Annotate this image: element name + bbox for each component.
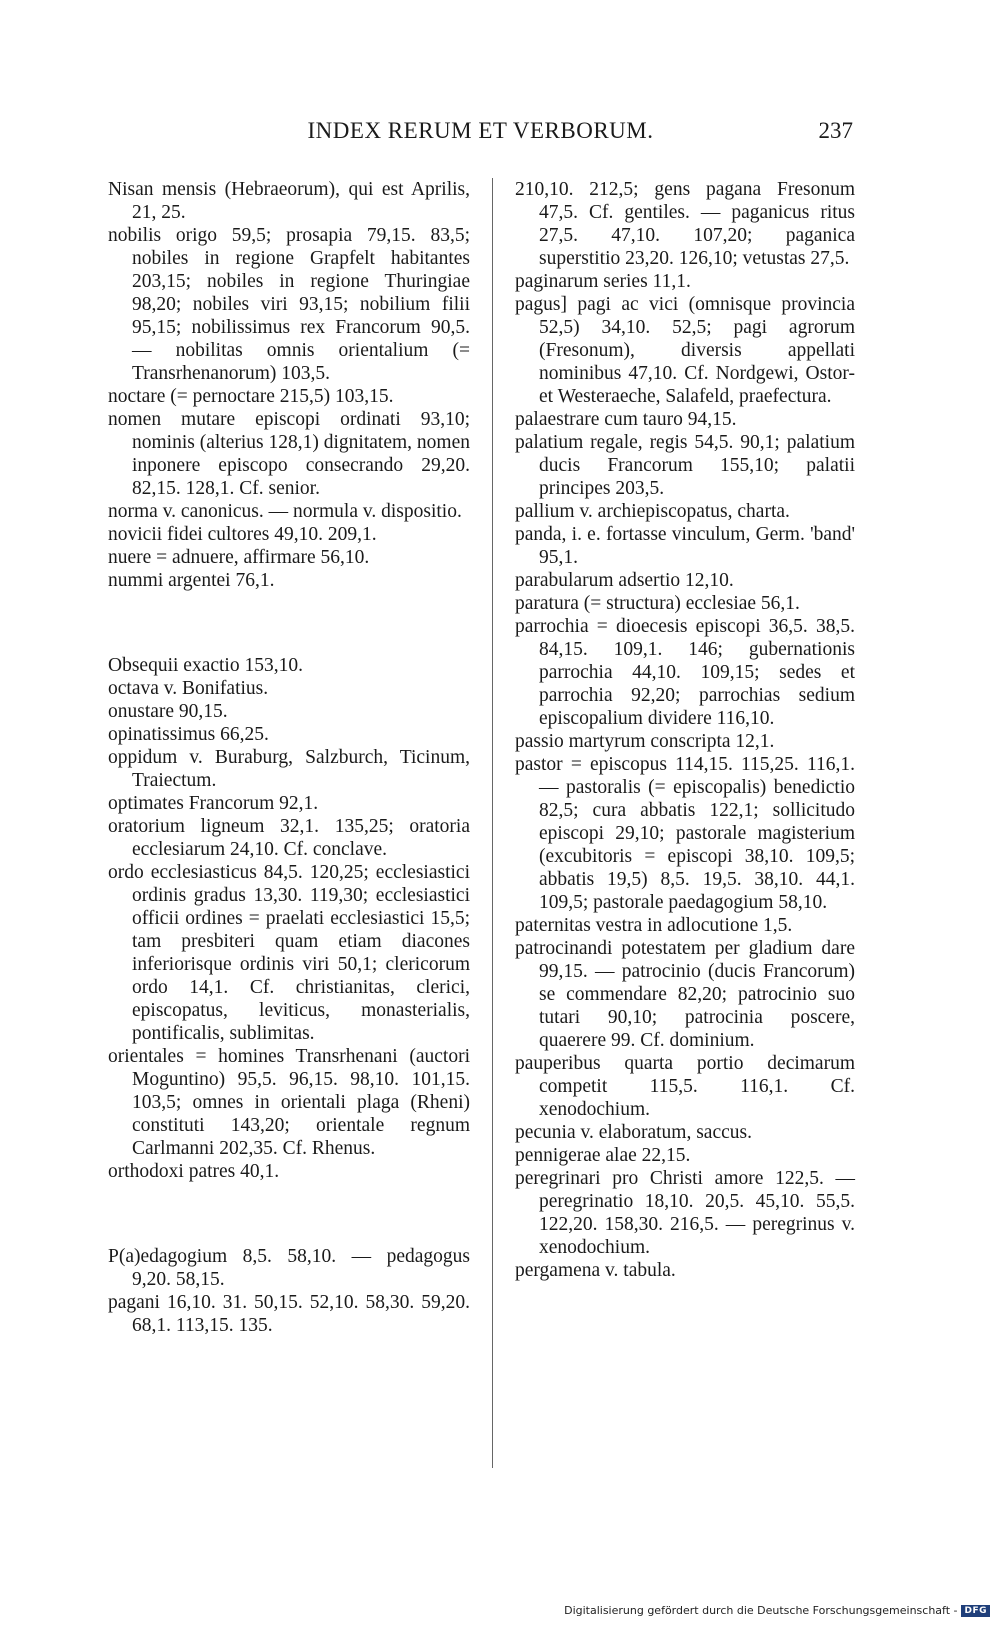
index-entry: norma v. canonicus. — normula v. dispositio. <box>108 501 462 522</box>
index-entry: passio martyrum conscripta 12,1. <box>515 731 775 752</box>
index-entry: oratorium ligneum 32,1. 135,25; oratoria ecclesiarum 24,10. Cf. conclave. <box>108 816 470 860</box>
index-entry: octava v. Bonifatius. <box>108 678 269 699</box>
index-entry: parrochia = dioecesis episcopi 36,5. 38,5. 84,15. 109,1. 146; gubernationis parrochia 44,10. 109,15; sedes et parrochia 92,20; parrochias sedium episcopalium dividere 116,10. <box>515 616 855 729</box>
index-entry: orthodoxi patres 40,1. <box>108 1161 280 1182</box>
index-entry: parabularum adsertio 12,10. <box>515 570 734 591</box>
index-entry: pecunia v. elaboratum, saccus. <box>515 1122 752 1143</box>
index-entry: nomen mutare episcopi ordinati 93,10; nominis (alterius 128,1) dignitatem, nomen inponere episcopo consecrando 29,20. 82,15. 128,1. Cf. senior. <box>108 409 470 499</box>
dfg-logo-icon: DFG <box>961 1605 990 1617</box>
index-entry: pastor = episcopus 114,15. 115,25. 116,1. — pastoralis (= episcopalis) benedictio 82,5; cura abbatis 122,1; sollicitudo episcopi 29,10; pastorale magisterium (excubitoris = episcopi 38,10. 109,5; abbatis 19,5) 8,5. 19,5. 38,10. 44,1. 109,5; pastorale paedagogium 58,10. <box>515 754 855 913</box>
index-entry: novicii fidei cultores 49,10. 209,1. <box>108 524 377 545</box>
index-entry: 210,10. 212,5; gens pagana Fresonum 47,5. Cf. gentiles. — paganicus ritus 27,5. 47,10. 107,20; paganica superstitio 23,20. 126,10; vetustas 27,5. <box>515 179 855 269</box>
index-entry: paternitas vestra in adlocutione 1,5. <box>515 915 793 936</box>
right-column <box>515 178 855 1282</box>
left-column <box>108 178 470 1337</box>
index-entry: pagus] pagi ac vici (omnisque provincia 52,5) 34,10. 52,5; pagi agrorum (Fresonum), diversis appellati nominibus 47,10. Cf. Nordgewi, Ostor- et Westeraeche, Salafeld, praefectura. <box>515 294 855 407</box>
index-entry: pennigerae alae 22,15. <box>515 1145 691 1166</box>
footer-credit <box>564 1604 990 1617</box>
index-entry: palaestrare cum tauro 94,15. <box>515 409 737 430</box>
index-entry: nuere = adnuere, affirmare 56,10. <box>108 547 370 568</box>
index-entry: nobilis origo 59,5; prosapia 79,15. 83,5; nobiles in regione Grapfelt habitantes 203,15; nobiles in regione Thuringiae 98,20; nobiles viri 93,15; nobilium filii 95,15; nobilissimus rex Francorum 90,5. — nobilitas omnis orientalium (= Transrhenanorum) 103,5. <box>108 225 470 384</box>
index-entry: patrocinandi potestatem per gladium dare 99,15. — patrocinio (ducis Francorum) se commendare 82,20; patrocinio suo tutari 90,10; patrocinia poscere, quaerere 99. Cf. dominium. <box>515 938 855 1051</box>
section-gap <box>108 1203 470 1226</box>
index-entry: palatium regale, regis 54,5. 90,1; palatium ducis Francorum 155,10; palatii principes 203,5. <box>515 432 855 499</box>
index-entry: P(a)edagogium 8,5. 58,10. — pedagogus 9,20. 58,15. <box>108 1246 470 1290</box>
index-entry: optimates Francorum 92,1. <box>108 793 319 814</box>
index-entry: orientales = homines Transrhenani (auctori Moguntino) 95,5. 96,15. 98,10. 101,15. 103,5; omnes in orientali plaga (Rheni) constituti 143,20; orientale regnum Carlmanni 202,35. Cf. Rhenus. <box>108 1046 470 1159</box>
index-entry: pergamena v. tabula. <box>515 1260 676 1281</box>
index-entry: peregrinari pro Christi amore 122,5. — peregrinatio 18,10. 20,5. 45,10. 55,5. 122,20. 158,30. 216,5. — peregrinus v. xenodochium. <box>515 1168 855 1258</box>
index-entry: paratura (= structura) ecclesiae 56,1. <box>515 593 800 614</box>
index-entry: panda, i. e. fortasse vinculum, Germ. 'band' 95,1. <box>515 524 855 568</box>
index-entry: Obsequii exactio 153,10. <box>108 655 303 676</box>
index-entry: paginarum series 11,1. <box>515 271 691 292</box>
index-entry: pallium v. archiepiscopatus, charta. <box>515 501 790 522</box>
index-entry: nummi argentei 76,1. <box>108 570 275 591</box>
page-title: INDEX RERUM ET VERBORUM. <box>307 118 654 143</box>
index-entry: oppidum v. Buraburg, Salzburch, Ticinum, Traiectum. <box>108 747 470 791</box>
index-entry: opinatissimus 66,25. <box>108 724 269 745</box>
index-entry: pauperibus quarta portio decimarum competit 115,5. 116,1. Cf. xenodochium. <box>515 1053 855 1120</box>
index-entry: noctare (= pernoctare 215,5) 103,15. <box>108 386 394 407</box>
page-number: 237 <box>818 118 853 143</box>
index-entry: ordo ecclesiasticus 84,5. 120,25; ecclesiastici ordinis gradus 13,30. 119,30; ecclesiastici officii ordines = praelati ecclesiastici 15,5; tam presbiteri quam etiam diacones inferiorisque ordinis viri 50,1; clericorum ordo 14,1. Cf. christianitas, clerici, episcopatus, leviticus, monasterialis, pontificalis, sublimitas. <box>108 862 470 1044</box>
footer-text: Digitalisierung gefördert durch die Deutsche Forschungsgemeinschaft - <box>564 1604 958 1617</box>
page-header <box>108 118 853 154</box>
section-gap <box>108 612 470 635</box>
index-entry: Nisan mensis (Hebraeorum), qui est Aprilis, 21, 25. <box>108 179 470 223</box>
index-entry: pagani 16,10. 31. 50,15. 52,10. 58,30. 59,20. 68,1. 113,15. 135. <box>108 1292 470 1336</box>
index-entry: onustare 90,15. <box>108 701 228 722</box>
